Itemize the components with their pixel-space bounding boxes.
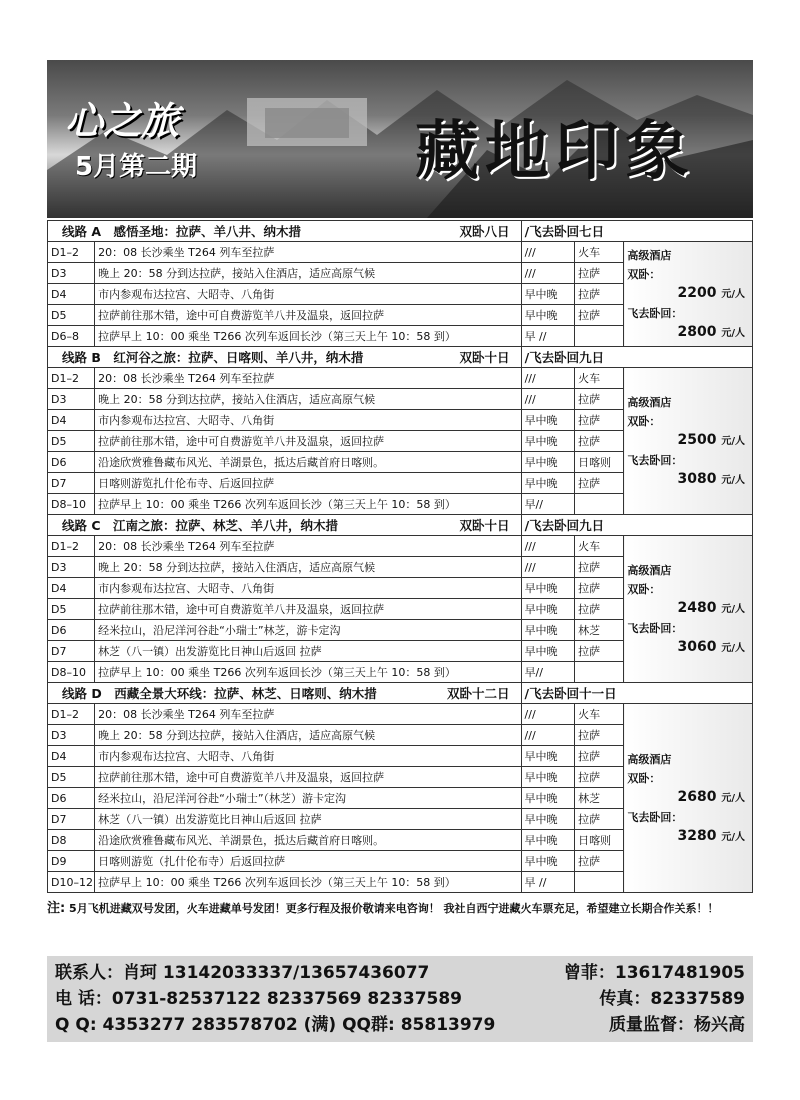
desc-cell: 晚上 20：58 分到达拉萨，接站入住酒店，适应高原气候: [95, 263, 521, 284]
day-cell: D6: [48, 620, 95, 641]
desc-cell: 拉萨早上 10：00 乘坐 T266 次列车返回长沙（第三天上午 10：58 到）: [95, 326, 521, 347]
day-cell: D7: [48, 809, 95, 830]
meal-cell: 早中晚: [521, 830, 575, 851]
transport-cell: 拉萨: [575, 725, 624, 746]
route-header: [48, 347, 753, 368]
issue-label: 5月第二期: [75, 152, 198, 182]
phone-numbers: 电 话：0731-82537122 82337569 82337589: [55, 989, 463, 1009]
meal-cell: 早中晚: [521, 578, 575, 599]
transport-cell: 拉萨: [575, 473, 624, 494]
day-cell: D1–2: [48, 242, 95, 263]
price-cell: [624, 368, 753, 515]
day-cell: D5: [48, 305, 95, 326]
itinerary-row: [48, 704, 753, 725]
route-header: [48, 515, 753, 536]
transport-cell: [575, 872, 624, 893]
desc-cell: 20：08 长沙乘坐 T264 列车至拉萨: [95, 704, 521, 725]
day-cell: D4: [48, 284, 95, 305]
contact-person: 联系人：肖珂 13142033337/13657436077: [55, 963, 430, 983]
meal-cell: 早中晚: [521, 473, 575, 494]
day-cell: D3: [48, 263, 95, 284]
hotel-label: 高级酒店: [627, 395, 672, 409]
hotel-label: 高级酒店: [627, 248, 672, 262]
double-sleeper-price: 2200: [677, 284, 717, 301]
double-sleeper-label: 双卧：: [627, 771, 661, 785]
price-unit: 元/人: [721, 288, 745, 300]
price-cell: [624, 704, 753, 893]
day-cell: D5: [48, 767, 95, 788]
day-cell: D7: [48, 641, 95, 662]
meal-cell: 早中晚: [521, 809, 575, 830]
transport-cell: 拉萨: [575, 284, 624, 305]
meal-cell: ///: [521, 368, 575, 389]
route-name: 西藏全景大环线：拉萨、林芝、日喀则、纳木措: [114, 686, 377, 701]
desc-cell: 20：08 长沙乘坐 T264 列车至拉萨: [95, 536, 521, 557]
route-table: [47, 346, 753, 515]
desc-cell: 拉萨早上 10：00 乘坐 T266 次列车返回长沙（第三天上午 10：58 到）: [95, 872, 521, 893]
day-cell: D3: [48, 389, 95, 410]
fly-sleeper-price: 3080: [677, 470, 717, 487]
transport-cell: 拉萨: [575, 641, 624, 662]
brand-title: 心之旅: [65, 98, 180, 143]
transport-cell: 日喀则: [575, 830, 624, 851]
meal-cell: 早 //: [521, 872, 575, 893]
itinerary-row: [48, 242, 753, 263]
day-cell: D3: [48, 557, 95, 578]
route-name: 江南之旅：拉萨、林芝、羊八井，纳木措: [113, 518, 339, 533]
transport-cell: 火车: [575, 536, 624, 557]
double-sleeper-label: 双卧：: [627, 582, 661, 596]
day-cell: D6: [48, 788, 95, 809]
meal-cell: ///: [521, 389, 575, 410]
fax-number: 传真：82337589: [599, 989, 745, 1009]
main-title: 藏地印象: [415, 114, 695, 189]
hotel-label: 高级酒店: [627, 752, 672, 766]
route-train-duration: 双卧十二日: [447, 686, 510, 701]
day-cell: D3: [48, 725, 95, 746]
route-table: [47, 514, 753, 683]
desc-cell: 经米拉山，沿尼洋河谷赴“小瑞士”（林芝）游卡定沟: [95, 788, 521, 809]
itinerary-row: [48, 536, 753, 557]
route-fly-duration: /飞去卧回九日: [521, 347, 752, 368]
fly-sleeper-label: 飞去卧回：: [627, 810, 683, 824]
transport-cell: 拉萨: [575, 767, 624, 788]
brochure: [47, 60, 753, 916]
price-unit: 元/人: [721, 435, 745, 447]
qq-numbers: Q Q: 4353277 283578702 (满) QQ群: 85813979: [55, 1015, 496, 1035]
transport-cell: 拉萨: [575, 410, 624, 431]
transport-cell: 拉萨: [575, 851, 624, 872]
route-label: 线路 B: [62, 350, 101, 365]
meal-cell: 早 //: [521, 326, 575, 347]
transport-cell: 拉萨: [575, 557, 624, 578]
route-list: [47, 220, 753, 893]
day-cell: D4: [48, 578, 95, 599]
contact-line: [55, 960, 745, 986]
route-train-duration: 双卧八日: [459, 224, 510, 239]
meal-cell: ///: [521, 242, 575, 263]
transport-cell: 日喀则: [575, 452, 624, 473]
day-cell: D4: [48, 410, 95, 431]
route-fly-duration: /飞去卧回九日: [521, 515, 752, 536]
phone-line: [55, 986, 745, 1012]
banner: [47, 60, 753, 218]
desc-cell: 拉萨前往那木错，途中可自费游览羊八井及温泉，返回拉萨: [95, 767, 521, 788]
price-unit: 元/人: [721, 474, 745, 486]
fly-sleeper-price: 2800: [677, 323, 717, 340]
desc-cell: 拉萨前往那木错，途中可自费游览羊八井及温泉，返回拉萨: [95, 599, 521, 620]
fly-sleeper-label: 飞去卧回：: [627, 453, 683, 467]
route-header: [48, 221, 753, 242]
desc-cell: 拉萨前往那木错，途中可自费游览羊八井及温泉，返回拉萨: [95, 305, 521, 326]
meal-cell: 早中晚: [521, 851, 575, 872]
day-cell: D9: [48, 851, 95, 872]
qq-line: [55, 1012, 745, 1038]
desc-cell: 20：08 长沙乘坐 T264 列车至拉萨: [95, 368, 521, 389]
transport-cell: 拉萨: [575, 431, 624, 452]
route-label: 线路 A: [62, 224, 102, 239]
double-sleeper-price: 2500: [677, 431, 717, 448]
day-cell: D4: [48, 746, 95, 767]
route-train-duration: 双卧十日: [459, 350, 510, 365]
desc-cell: 拉萨前往那木错，途中可自费游览羊八井及温泉，返回拉萨: [95, 431, 521, 452]
quality-supervisor: 质量监督：杨兴高: [609, 1015, 745, 1035]
desc-cell: 市内参观布达拉宫、大昭寺、八角街: [95, 284, 521, 305]
route-name-cell: [48, 221, 522, 242]
meal-cell: 早中晚: [521, 431, 575, 452]
fly-sleeper-price: 3060: [677, 638, 717, 655]
double-sleeper-label: 双卧：: [627, 267, 661, 281]
day-cell: D1–2: [48, 704, 95, 725]
meal-cell: 早中晚: [521, 410, 575, 431]
day-cell: D8–10: [48, 494, 95, 515]
desc-cell: 拉萨早上 10：00 乘坐 T266 次列车返回长沙（第三天上午 10：58 到）: [95, 662, 521, 683]
desc-cell: 市内参观布达拉宫、大昭寺、八角街: [95, 410, 521, 431]
route-label: 线路 D: [62, 686, 102, 701]
meal-cell: 早中晚: [521, 284, 575, 305]
desc-cell: 市内参观布达拉宫、大昭寺、八角街: [95, 578, 521, 599]
transport-cell: 拉萨: [575, 305, 624, 326]
desc-cell: 日喀则游览扎什伦布寺、后返回拉萨: [95, 473, 521, 494]
price-cell: [624, 536, 753, 683]
price-unit: 元/人: [721, 642, 745, 654]
desc-cell: 晚上 20：58 分到达拉萨，接站入住酒店，适应高原气候: [95, 557, 521, 578]
desc-cell: 晚上 20：58 分到达拉萨，接站入住酒店，适应高原气候: [95, 389, 521, 410]
meal-cell: 早//: [521, 494, 575, 515]
meal-cell: ///: [521, 725, 575, 746]
meal-cell: ///: [521, 557, 575, 578]
route-fly-duration: /飞去卧回十一日: [521, 683, 752, 704]
price-unit: 元/人: [721, 327, 745, 339]
transport-cell: 拉萨: [575, 746, 624, 767]
day-cell: D7: [48, 473, 95, 494]
transport-cell: [575, 326, 624, 347]
double-sleeper-label: 双卧：: [627, 414, 661, 428]
route-table: [47, 682, 753, 893]
route-header: [48, 683, 753, 704]
transport-cell: 火车: [575, 242, 624, 263]
meal-cell: 早中晚: [521, 620, 575, 641]
desc-cell: 林芝（八一镇）出发游览比日神山后返回 拉萨: [95, 809, 521, 830]
hotel-label: 高级酒店: [627, 563, 672, 577]
day-cell: D5: [48, 599, 95, 620]
price-unit: 元/人: [721, 792, 745, 804]
day-cell: D10–12: [48, 872, 95, 893]
transport-cell: 林芝: [575, 788, 624, 809]
transport-cell: 拉萨: [575, 389, 624, 410]
contact-panel: [47, 956, 753, 1042]
transport-cell: 拉萨: [575, 809, 624, 830]
route-label: 线路 C: [62, 518, 101, 533]
day-cell: D1–2: [48, 368, 95, 389]
route-name: 感悟圣地：拉萨、羊八井、纳木措: [113, 224, 302, 239]
day-cell: D6–8: [48, 326, 95, 347]
note-lead: 注:: [47, 901, 66, 916]
desc-cell: 林芝（八一镇）出发游览比日神山后返回 拉萨: [95, 641, 521, 662]
route-name-cell: [48, 683, 522, 704]
day-cell: D1–2: [48, 536, 95, 557]
transport-cell: [575, 494, 624, 515]
meal-cell: 早中晚: [521, 599, 575, 620]
desc-cell: 20：08 长沙乘坐 T264 列车至拉萨: [95, 242, 521, 263]
transport-cell: 火车: [575, 368, 624, 389]
double-sleeper-price: 2680: [677, 788, 717, 805]
route-name: 红河谷之旅：拉萨、日喀则、羊八井，纳木措: [113, 350, 364, 365]
meal-cell: 早中晚: [521, 788, 575, 809]
footnote: [47, 897, 753, 916]
desc-cell: 日喀则游览（扎什伦布寺）后返回拉萨: [95, 851, 521, 872]
route-fly-duration: /飞去卧回七日: [521, 221, 752, 242]
meal-cell: 早中晚: [521, 746, 575, 767]
fly-sleeper-label: 飞去卧回：: [627, 306, 683, 320]
desc-cell: 沿途欣赏雅鲁藏布风光、羊湖景色，抵达后藏首府日喀则。: [95, 452, 521, 473]
transport-cell: 拉萨: [575, 599, 624, 620]
route-name-cell: [48, 515, 522, 536]
desc-cell: 市内参观布达拉宫、大昭寺、八角街: [95, 746, 521, 767]
meal-cell: 早中晚: [521, 641, 575, 662]
itinerary-row: [48, 368, 753, 389]
note-text: 5月飞机进藏双号发团，火车进藏单号发团！更多行程及报价敬请来电咨询！ 我社自西宁进藏火车票充足，希望建立长期合作关系！！: [69, 902, 719, 915]
meal-cell: ///: [521, 263, 575, 284]
transport-cell: 火车: [575, 704, 624, 725]
double-sleeper-price: 2480: [677, 599, 717, 616]
route-table: [47, 220, 753, 347]
meal-cell: 早中晚: [521, 305, 575, 326]
route-train-duration: 双卧十日: [459, 518, 510, 533]
price-unit: 元/人: [721, 603, 745, 615]
fly-sleeper-price: 3280: [677, 827, 717, 844]
meal-cell: ///: [521, 536, 575, 557]
transport-cell: 拉萨: [575, 263, 624, 284]
route-name-cell: [48, 347, 522, 368]
contact-person-2: 曾菲：13617481905: [563, 963, 745, 983]
desc-cell: 晚上 20：58 分到达拉萨，接站入住酒店，适应高原气候: [95, 725, 521, 746]
day-cell: D8–10: [48, 662, 95, 683]
day-cell: D6: [48, 452, 95, 473]
transport-cell: 拉萨: [575, 578, 624, 599]
fly-sleeper-label: 飞去卧回：: [627, 621, 683, 635]
meal-cell: ///: [521, 704, 575, 725]
day-cell: D5: [48, 431, 95, 452]
price-cell: [624, 242, 753, 347]
transport-cell: 林芝: [575, 620, 624, 641]
meal-cell: 早中晚: [521, 452, 575, 473]
desc-cell: 经米拉山，沿尼洋河谷赴“小瑞士”林芝，游卡定沟: [95, 620, 521, 641]
meal-cell: 早中晚: [521, 767, 575, 788]
desc-cell: 沿途欣赏雅鲁藏布风光、羊湖景色，抵达后藏首府日喀则。: [95, 830, 521, 851]
desc-cell: 拉萨早上 10：00 乘坐 T266 次列车返回长沙（第三天上午 10：58 到）: [95, 494, 521, 515]
meal-cell: 早//: [521, 662, 575, 683]
day-cell: D8: [48, 830, 95, 851]
transport-cell: [575, 662, 624, 683]
price-unit: 元/人: [721, 831, 745, 843]
